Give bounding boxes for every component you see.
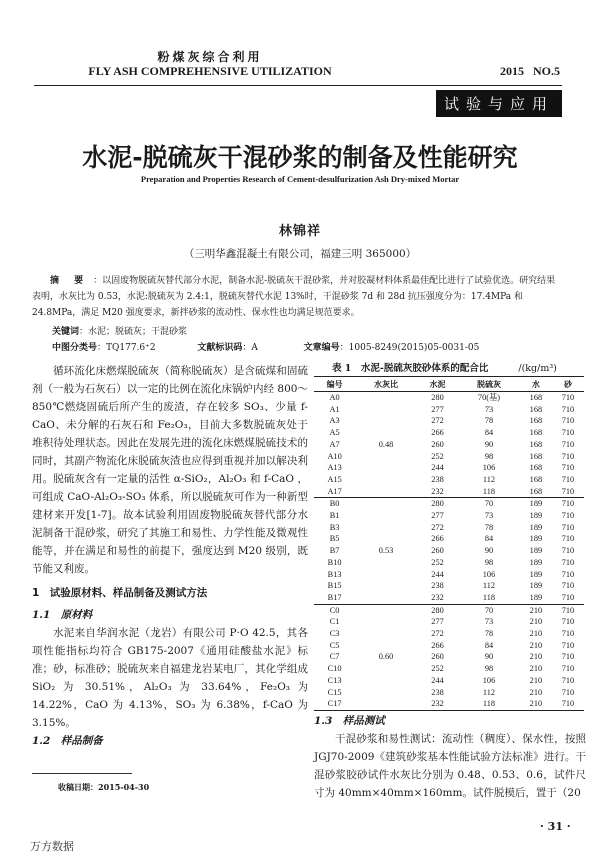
table-cell: 98	[484, 664, 494, 674]
table-cell: 98	[484, 451, 494, 461]
table-cell: 710	[561, 581, 575, 591]
table-cell: 260	[431, 439, 444, 449]
page-number: · 31 ·	[540, 820, 571, 833]
table-cell	[355, 628, 417, 640]
table-unit: /(kg/m³)	[518, 363, 557, 374]
table-cell	[355, 687, 417, 699]
table-cell: 73	[484, 404, 494, 414]
table-cell	[355, 533, 417, 545]
table-cell: 210	[529, 675, 543, 685]
table-cell: 78	[484, 629, 494, 639]
table-row	[314, 698, 584, 710]
table-cell: 189	[529, 522, 543, 532]
table-cell: 189	[529, 557, 543, 567]
table-cell	[355, 404, 417, 416]
table-cell: 244	[431, 569, 444, 579]
table-cell: A0	[329, 393, 340, 402]
table-cell: 238	[431, 687, 444, 697]
table-row	[314, 462, 584, 474]
table-cell: 168	[529, 474, 543, 484]
table-cell: A10	[327, 451, 342, 461]
table-row	[314, 569, 584, 581]
table-cell: 78	[484, 522, 494, 532]
table-cell: 0.53	[378, 546, 394, 556]
table-cell: 710	[561, 605, 575, 615]
table-cell: 710	[552, 698, 584, 710]
table-cell: 210	[529, 652, 543, 662]
article-no-value: ：1005-8249(2015)05-0031-05	[339, 343, 480, 353]
article-title-cn: 水泥-脱硫灰干混砂浆的制备及性能研究	[82, 143, 518, 172]
col-header: 水泥	[417, 377, 458, 392]
table-cell	[355, 604, 417, 616]
section-heading-1: 1 试验原材料、样品制备及测试方法	[32, 587, 208, 599]
table-row	[314, 498, 584, 510]
header-rule	[34, 85, 562, 86]
col-header: 水	[520, 377, 552, 392]
table-row	[314, 687, 584, 699]
table-cell: 710	[561, 664, 575, 674]
table-cell: 168	[529, 416, 543, 426]
table-cell: B15	[327, 581, 342, 591]
table-cell: 73	[484, 617, 494, 627]
table-cell: C0	[329, 605, 340, 615]
table-cell: 710	[561, 629, 575, 639]
table-cell	[355, 427, 417, 439]
right-column	[314, 712, 586, 802]
clc-value: ：TQ177.6⁺2	[97, 343, 156, 353]
keywords-text: ：水泥；脱硫灰；干混砂浆	[79, 327, 188, 337]
doc-code-label: 文献标识码	[197, 343, 243, 353]
table-cell: 90	[484, 546, 494, 556]
table-cell: B10	[327, 557, 342, 567]
table-row	[314, 604, 584, 616]
table-cell: 710	[561, 451, 575, 461]
table-cell: 90	[484, 439, 494, 449]
table-cell: B0	[329, 499, 340, 509]
table-row	[314, 404, 584, 416]
table-cell: A7	[329, 439, 340, 449]
table-cell: 106	[482, 463, 496, 473]
table-cell: 232	[417, 698, 458, 710]
table-cell	[355, 592, 417, 604]
col-header: 脱硫灰	[458, 377, 520, 392]
table-cell: 118	[458, 486, 520, 498]
classification-line	[52, 340, 572, 353]
clc-label: 中图分类号	[52, 343, 98, 353]
table-cell: 168	[529, 463, 543, 473]
table-cell: 168	[520, 486, 552, 498]
table-cell	[355, 451, 417, 463]
table-cell	[355, 498, 417, 510]
table-row	[314, 415, 584, 427]
table-cell	[355, 474, 417, 486]
table-cell: 277	[431, 511, 444, 521]
table-cell: 210	[529, 640, 543, 650]
table-cell: 280	[431, 605, 444, 615]
table-cell: 90	[484, 652, 494, 662]
table-row	[314, 451, 584, 463]
table-cell: A5	[329, 428, 340, 438]
table-cell: 210	[529, 664, 543, 674]
table-cell: C15	[327, 687, 342, 697]
table-row	[314, 628, 584, 640]
table-cell	[355, 580, 417, 592]
table-cell: A13	[327, 463, 342, 473]
table-cell: C10	[327, 664, 342, 674]
table-cell: 252	[431, 557, 444, 567]
table-cell: 710	[561, 546, 575, 556]
mix-proportion-table	[314, 376, 584, 711]
table-cell: B7	[329, 546, 340, 556]
testing-paragraph: 干混砂浆和易性测试：流动性（稠度）、保水性，按照 JGJ70-2009《建筑砂浆基本性能试验方法标准》进行。干混砂浆胶砂试件水灰比分别为 0.48、0.53、0.6，试件尺寸为 40mm×40mm×160mm。试件脱模后，置于（20	[314, 733, 586, 799]
table-cell: 232	[417, 592, 458, 604]
keywords-label: 关键词	[52, 327, 80, 337]
abstract-text: ：以固废物脱硫灰替代部分水泥，制备水泥-脱硫灰干混砂浆，并对胶凝材料体系最佳配比进行了试验优选。研究结果表明，水灰比为 0.53，水泥:脱硫灰为 2.4:1，脱硫灰替代水泥 13%时，干混砂浆 7d 和 28d 抗压强度分为：17.4MPa 和 24.8MPa，满足 M20 强度要求，新拌砂浆的流动性、保水性也均满足规范要求。	[32, 276, 556, 318]
table-row	[314, 510, 584, 522]
table-cell: 70(基)	[477, 393, 501, 402]
table-cell: 710	[561, 652, 575, 662]
section-heading-1-1: 1.1 原材料	[32, 609, 93, 621]
table-cell	[355, 392, 417, 404]
table-cell	[355, 569, 417, 581]
table-cell	[355, 486, 417, 498]
table-cell: 272	[431, 629, 444, 639]
table-row	[314, 651, 584, 663]
materials-paragraph: 水泥来自华润水泥（龙岩）有限公司 P·O 42.5，其各项性能指标均符合 GB175-2007《通用硅酸盐水泥》标准；砂，标准砂；脱硫灰来自福建龙岩某电厂，其化学组成 SiO₂ 为 30.51%，Al₂O₃ 为 33.64%，Fe₂O₃ 为 14.22%，CaO 为 4.13%，SO₃ 为 6.38%，f-CaO 为 3.15%。	[32, 627, 308, 729]
table-cell: 252	[431, 664, 444, 674]
table-cell: 710	[561, 393, 575, 402]
watermark: 万方数据	[30, 840, 74, 853]
table-cell: A17	[314, 486, 355, 498]
table-cell: 210	[520, 698, 552, 710]
table-cell: 238	[431, 474, 444, 484]
table-cell: 189	[529, 534, 543, 544]
article-title-en: Preparation and Properties Research of Cement-desulfurization Ash Dry-mixed Mortar	[140, 174, 460, 184]
table-cell: 238	[431, 581, 444, 591]
table-cell: 118	[458, 592, 520, 604]
article-no-label: 文章编号	[303, 343, 340, 353]
keywords	[52, 324, 187, 337]
col-header: 砂	[552, 377, 584, 392]
table-cell: 210	[529, 687, 543, 697]
table-cell: C7	[329, 652, 340, 662]
table-cell: 710	[552, 486, 584, 498]
col-header: 水灰比	[355, 377, 417, 392]
table-row	[314, 663, 584, 675]
table-cell: 272	[431, 522, 444, 532]
table-cell: 280	[431, 499, 444, 509]
table-cell: 189	[529, 511, 543, 521]
author: 林锦祥	[278, 224, 321, 239]
table-cell: 710	[561, 569, 575, 579]
journal-name-cn: 粉煤灰综合利用	[157, 50, 263, 64]
table-cell: 168	[529, 451, 543, 461]
table-1	[314, 360, 584, 711]
table-row	[314, 522, 584, 534]
table-cell: 280	[431, 393, 444, 402]
table-row	[314, 486, 584, 498]
table-cell: 710	[561, 522, 575, 532]
table-row	[314, 427, 584, 439]
table-cell	[355, 522, 417, 534]
left-column	[32, 362, 308, 750]
table-cell: B3	[329, 522, 340, 532]
table-cell: 710	[561, 416, 575, 426]
table-cell: A3	[329, 416, 340, 426]
table-row	[314, 592, 584, 604]
table-cell: 272	[431, 416, 444, 426]
table-cell: 78	[484, 416, 494, 426]
table-row	[314, 474, 584, 486]
table-cell: 244	[431, 675, 444, 685]
table-row	[314, 533, 584, 545]
table-cell: 98	[484, 557, 494, 567]
table-row	[314, 439, 584, 451]
table-cell	[355, 663, 417, 675]
table-cell	[355, 510, 417, 522]
table-header-row	[314, 377, 584, 392]
abstract-label: 摘 要	[50, 276, 90, 286]
table-cell: 244	[431, 463, 444, 473]
table-cell: 710	[561, 499, 575, 509]
table-cell: 189	[529, 569, 543, 579]
table-row	[314, 640, 584, 652]
footnote-rule	[32, 773, 132, 774]
table-cell: 710	[561, 404, 575, 414]
table-cell: C1	[329, 617, 340, 627]
table-row	[314, 675, 584, 687]
table-cell: 210	[529, 617, 543, 627]
table-caption	[314, 360, 584, 374]
table-cell: 710	[561, 675, 575, 685]
table-cell: A15	[327, 474, 342, 484]
table-cell: B5	[329, 534, 340, 544]
table-cell: 168	[529, 439, 543, 449]
table-cell	[355, 675, 417, 687]
table-cell: 84	[484, 428, 494, 438]
table-row	[314, 392, 584, 404]
table-cell: 189	[529, 546, 543, 556]
journal-name-en: FLY ASH COMPREHENSIVE UTILIZATION	[88, 64, 332, 78]
table-caption-text: 表 1 水泥-脱硫灰胶砂体系的配合比	[332, 363, 489, 374]
table-cell: 210	[529, 629, 543, 639]
table-cell: 210	[529, 605, 543, 615]
table-row	[314, 557, 584, 569]
table-cell: 106	[482, 675, 496, 685]
table-cell: 710	[561, 687, 575, 697]
table-cell: 710	[561, 557, 575, 567]
table-cell: 710	[561, 439, 575, 449]
table-cell: 189	[529, 581, 543, 591]
table-cell	[355, 462, 417, 474]
table-cell: 232	[417, 486, 458, 498]
table-cell: 710	[561, 640, 575, 650]
table-cell: 189	[520, 592, 552, 604]
table-cell: C3	[329, 629, 340, 639]
doc-code-value: ：A	[242, 343, 258, 353]
table-cell: 70	[484, 499, 494, 509]
table-cell: C13	[327, 675, 342, 685]
table-cell: 260	[431, 652, 444, 662]
table-cell	[355, 557, 417, 569]
table-cell	[355, 640, 417, 652]
table-cell: 0.48	[378, 439, 394, 449]
table-cell: 277	[431, 404, 444, 414]
table-cell: C5	[329, 640, 340, 650]
table-cell: 84	[484, 534, 494, 544]
table-cell: 266	[431, 640, 444, 650]
table-cell: 266	[431, 534, 444, 544]
table-cell: 118	[458, 698, 520, 710]
table-cell: 0.60	[378, 652, 394, 662]
section-tag: 试验与应用	[436, 90, 562, 117]
table-cell: 710	[561, 428, 575, 438]
table-cell: 189	[529, 499, 543, 509]
table-cell: 168	[529, 393, 543, 402]
table-cell: 252	[431, 451, 444, 461]
abstract	[32, 273, 558, 321]
table-cell: 106	[482, 569, 496, 579]
table-cell: 73	[484, 511, 494, 521]
issue-label: 2015 NO.5	[500, 64, 560, 78]
intro-paragraph: 循环流化床燃煤脱硫灰（简称脱硫灰）是含硫煤和固硫剂（一般为石灰石）以一定的比例在流化床锅炉内经 800～850℃燃烧固硫后所产生的废渣，存在较多 SO₃、少量 f-CaO、未分解的石灰石和 Fe₂O₃，目前大多数脱硫灰处于堆积待处理状态。因此在发展先进的流化床燃煤脱硫技术的同时，其副产物流化床脱硫灰渣也应得到重视并加以解决利用。脱硫灰含有一定量的活性 α-SiO₂，Al₂O₃ 和 f-CaO ，可组成 CaO-Al₂O₃-SO₃ 体系，所以脱硫灰可作为一种新型建材来开发[1-7]。故本试验利用固废物脱硫灰替代部分水泥制备干混砂浆，研究了其施工和易性、力学性能及微观性能等，并在满足和易性的前提下，强度达到 M20 级别，既节能又利废。	[32, 365, 308, 575]
col-header: 编号	[314, 377, 355, 392]
table-cell: 710	[561, 474, 575, 484]
table-cell: B13	[327, 569, 342, 579]
table-cell: A1	[329, 404, 340, 414]
table-cell: B17	[314, 592, 355, 604]
received-date: 收稿日期：2015-04-30	[58, 782, 150, 792]
table-cell: 112	[482, 474, 496, 484]
table-cell: 710	[552, 592, 584, 604]
table-cell: 112	[482, 687, 496, 697]
affiliation: （三明华鑫混凝土有限公司，福建三明 365000）	[183, 248, 417, 260]
table-cell: 70	[484, 605, 494, 615]
table-cell: 84	[484, 640, 494, 650]
table-cell: 266	[431, 428, 444, 438]
table-cell: 168	[529, 404, 543, 414]
table-cell: B1	[329, 511, 340, 521]
table-cell: 710	[561, 511, 575, 521]
table-cell	[355, 415, 417, 427]
section-heading-1-2: 1.2 样品制备	[32, 735, 103, 747]
section-heading-1-3: 1.3 样品测试	[314, 715, 385, 727]
table-cell	[355, 616, 417, 628]
table-cell: 112	[482, 581, 496, 591]
table-cell: 260	[431, 546, 444, 556]
table-cell: 277	[431, 617, 444, 627]
table-cell	[355, 698, 417, 710]
table-row	[314, 580, 584, 592]
table-cell: 710	[561, 534, 575, 544]
table-row	[314, 616, 584, 628]
table-cell: 168	[529, 428, 543, 438]
table-row	[314, 545, 584, 557]
table-cell: 710	[561, 463, 575, 473]
table-cell: 710	[561, 617, 575, 627]
table-cell: C17	[314, 698, 355, 710]
